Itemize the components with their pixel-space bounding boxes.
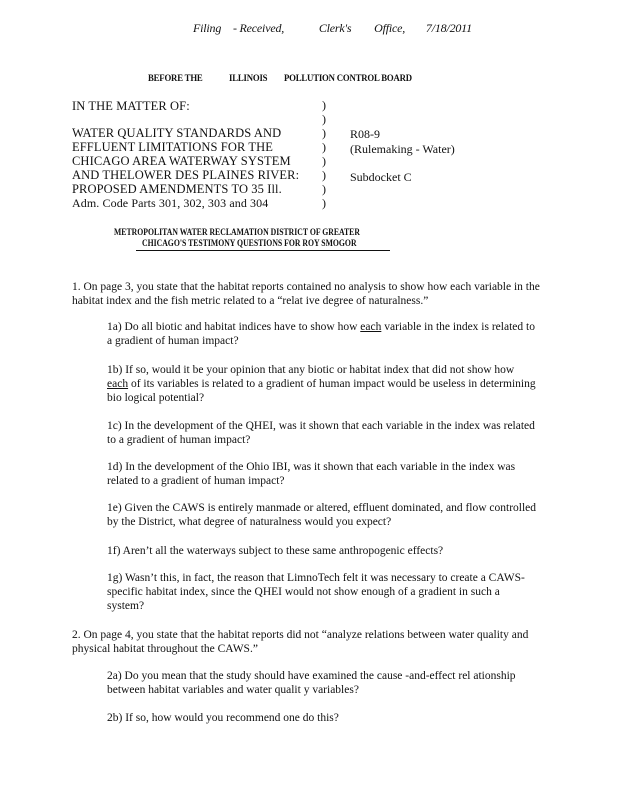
document-title-line-1: METROPOLITAN WATER RECLAMATION DISTRICT OF GREATER	[114, 227, 360, 237]
header-filing: Filing	[193, 21, 222, 35]
caption-line-1: WATER QUALITY STANDARDS AND	[72, 126, 282, 140]
board-before: BEFORE THE	[148, 74, 203, 84]
paren: )	[322, 140, 326, 154]
paren: )	[322, 168, 326, 182]
docket-number: R08-9	[350, 127, 380, 141]
question-1: 1. On page 3, you state that the habitat reports contained no analysis to show how each variable in the habitat index and the fish metric related to a “relat ive degree of naturalness.”	[72, 281, 540, 307]
board-pcb: POLLUTION CONTROL BOARD	[284, 74, 412, 84]
caption-line-6: Adm. Code Parts 301, 302, 303 and 304	[72, 196, 269, 210]
caption-line-3: CHICAGO AREA WATERWAY SYSTEM	[72, 154, 291, 168]
paren: )	[322, 112, 326, 126]
paren: )	[322, 126, 326, 140]
filing-header	[193, 21, 472, 36]
caption-matter: IN THE MATTER OF:	[72, 99, 190, 113]
paren: )	[322, 154, 326, 168]
question-1a: 1a) Do all biotic and habitat indices have to show how each variable in the index is related to a gradient of human impact?	[107, 321, 535, 347]
paren: )	[322, 196, 326, 210]
question-2a: 2a) Do you mean that the study should have examined the cause -and-effect rel ationship between habitat variables and water qualit y variables?	[107, 670, 516, 696]
header-office: Office,	[374, 21, 406, 35]
title-underline	[136, 250, 390, 251]
paren: )	[322, 98, 326, 112]
caption-line-4: AND THELOWER DES PLAINES RIVER:	[72, 168, 300, 182]
paren: )	[322, 182, 326, 196]
question-1g: 1g) Wasn’t this, in fact, the reason that LimnoTech felt it was necessary to create a CAWS-specific habitat index, since the QHEI would not show enough of a gradient in such a system?	[107, 572, 525, 612]
subdocket: Subdocket C	[350, 170, 412, 184]
board-illinois: ILLINOIS	[229, 74, 268, 84]
question-1f: 1f) Aren’t all the waterways subject to these same anthropogenic effects?	[107, 545, 444, 557]
caption-line-2: EFFLUENT LIMITATIONS FOR THE	[72, 140, 273, 154]
question-1d: 1d) In the development of the Ohio IBI, was it shown that each variable in the index was related to a gradient of human impact?	[107, 461, 516, 487]
header-clerks: Clerk's	[318, 21, 352, 35]
question-1b: 1b) If so, would it be your opinion that any biotic or habitat index that did not show how each of its variables is related to a gradient of human impact would be useless in determining bio logical potential?	[107, 364, 536, 404]
caption-line-5: PROPOSED AMENDMENTS TO 35 Ill.	[72, 182, 282, 196]
docket-type: (Rulemaking - Water)	[350, 142, 455, 156]
header-received: - Received,	[232, 21, 285, 35]
question-1e: 1e) Given the CAWS is entirely manmade or altered, effluent dominated, and flow controlled by the District, what degree of naturalness would you expect?	[107, 502, 537, 528]
question-1c: 1c) In the development of the QHEI, was it shown that each variable in the index was related to a gradient of human impact?	[107, 420, 535, 446]
document-title-line-2: CHICAGO'S TESTIMONY QUESTIONS FOR ROY SMOGOR	[142, 238, 357, 248]
header-date: 7/18/2011	[425, 21, 472, 35]
question-2b: 2b) If so, how would you recommend one do this?	[107, 712, 339, 724]
question-2: 2. On page 4, you state that the habitat reports did not “analyze relations between water quality and physical habitat throughout the CAWS.”	[72, 629, 529, 655]
